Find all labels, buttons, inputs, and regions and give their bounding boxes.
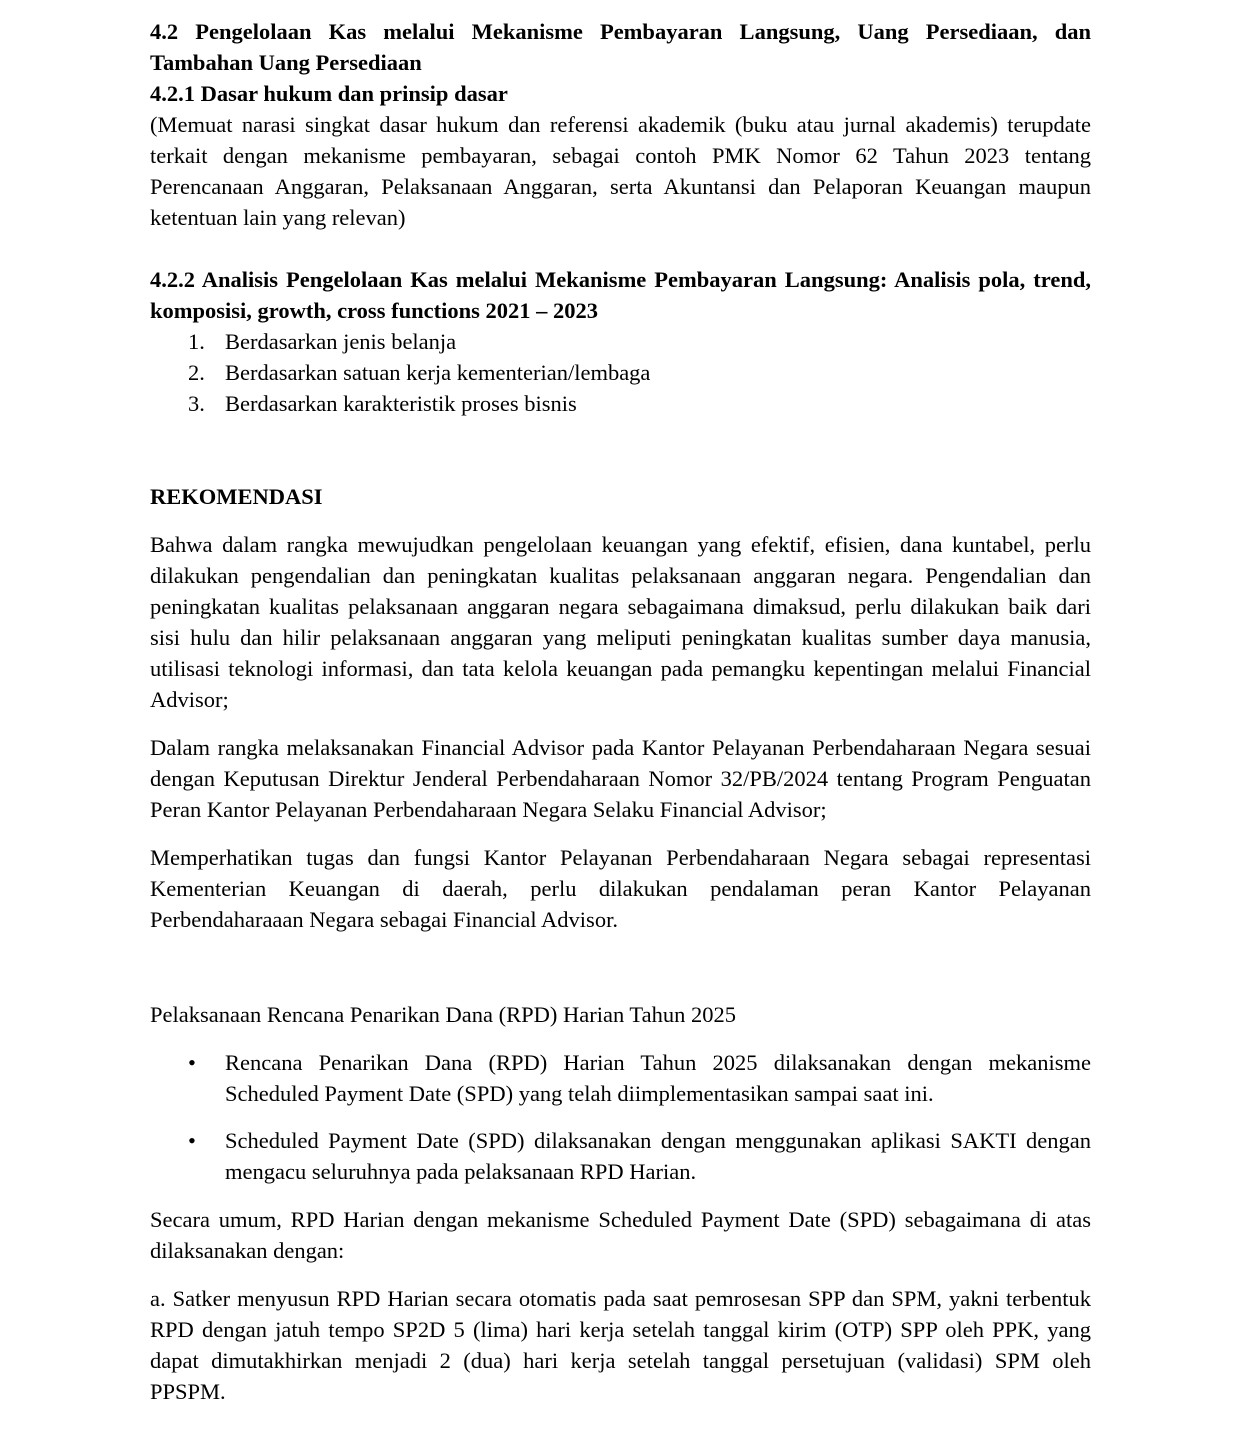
list-item-text: Scheduled Payment Date (SPD) dilaksanakan dengan menggunakan aplikasi SAKTI dengan mengacu seluruhnya pada pelaksanaan RPD Harian. xyxy=(225,1128,1091,1184)
list-item xyxy=(188,388,1091,419)
document-page xyxy=(150,16,1091,1407)
bullet-icon: • xyxy=(188,1128,196,1153)
rpd-point-a: a. Satker menyusun RPD Harian secara otomatis pada saat pemrosesan SPP dan SPM, yakni terbentuk RPD dengan jatuh tempo SP2D 5 (lima) hari kerja setelah tanggal kirim (OTP) SPP oleh PPK, yang dapat dimutakhirkan menjadi 2 (dua) hari kerja setelah tanggal persetujuan (validasi) SPM oleh PPSPM. xyxy=(150,1286,1091,1404)
list-item xyxy=(188,357,1091,388)
list-item xyxy=(188,1125,1091,1187)
list-item-text: Berdasarkan satuan kerja kementerian/lembaga xyxy=(225,360,651,385)
section-4-2-heading: 4.2 Pengelolaan Kas melalui Mekanisme Pembayaran Langsung, Uang Persediaan, dan Tambahan Uang Persediaan xyxy=(150,19,1091,75)
rpd-title: Pelaksanaan Rencana Penarikan Dana (RPD) Harian Tahun 2025 xyxy=(150,1002,736,1027)
section-4-2-1-body: (Memuat narasi singkat dasar hukum dan referensi akademik (buku atau jurnal akademis) terupdate terkait dengan mekanisme pembayaran, sebagai contoh PMK Nomor 62 Tahun 2023 tentang Perencanaan Anggaran, Pelaksanaan Anggaran, serta Akuntansi dan Pelaporan Keuangan maupun ketentuan lain yang relevan) xyxy=(150,112,1091,230)
rekomendasi-paragraph: Dalam rangka melaksanakan Financial Advisor pada Kantor Pelayanan Perbendaharaan Negara sesuai dengan Keputusan Direktur Jenderal Perbendaharaan Nomor 32/PB/2024 tentang Program Penguatan Peran Kantor Pelayanan Perbendaharaan Negara Selaku Financial Advisor; xyxy=(150,735,1091,822)
section-4-2-2-heading: 4.2.2 Analisis Pengelolaan Kas melalui Mekanisme Pembayaran Langsung: Analisis pola, trend, komposisi, growth, cross functions 2021 – 2023 xyxy=(150,267,1091,323)
section-4-2-1-heading: 4.2.1 Dasar hukum dan prinsip dasar xyxy=(150,81,508,106)
rekomendasi-paragraph: Bahwa dalam rangka mewujudkan pengelolaan keuangan yang efektif, efisien, dana kuntabel, perlu dilakukan pengendalian dan peningkatan kualitas pelaksanaan anggaran negara. Pengendalian dan peningkatan kualitas pelaksanaan anggaran negara sebagaimana dimaksud, perlu dilakukan baik dari sisi hulu dan hilir pelaksanaan anggaran yang meliputi peningkatan kualitas sumber daya manusia, utilisasi teknologi informasi, dan tata kelola keuangan pada pemangku kepentingan melalui Financial Advisor; xyxy=(150,532,1091,712)
list-item-text: Berdasarkan karakteristik proses bisnis xyxy=(225,391,577,416)
list-item xyxy=(188,326,1091,357)
analysis-list xyxy=(188,326,1091,419)
list-item-number: 2. xyxy=(188,360,205,385)
list-item xyxy=(188,1047,1091,1109)
list-item-text: Rencana Penarikan Dana (RPD) Harian Tahun 2025 dilaksanakan dengan mekanisme Scheduled Payment Date (SPD) yang telah diimplementasikan sampai saat ini. xyxy=(225,1050,1091,1106)
rekomendasi-paragraph: Memperhatikan tugas dan fungsi Kantor Pelayanan Perbendaharaan Negara sebagai representasi Kementerian Keuangan di daerah, perlu dilakukan pendalaman peran Kantor Pelayanan Perbendaharaaan Negara sebagai Financial Advisor. xyxy=(150,845,1091,932)
rpd-summary: Secara umum, RPD Harian dengan mekanisme Scheduled Payment Date (SPD) sebagaimana di atas dilaksanakan dengan: xyxy=(150,1207,1091,1263)
bullet-icon: • xyxy=(188,1050,196,1075)
list-item-text: Berdasarkan jenis belanja xyxy=(225,329,457,354)
rekomendasi-heading: REKOMENDASI xyxy=(150,484,323,509)
list-item-number: 1. xyxy=(188,329,205,354)
rpd-bullet-list xyxy=(188,1047,1091,1187)
list-item-number: 3. xyxy=(188,391,205,416)
